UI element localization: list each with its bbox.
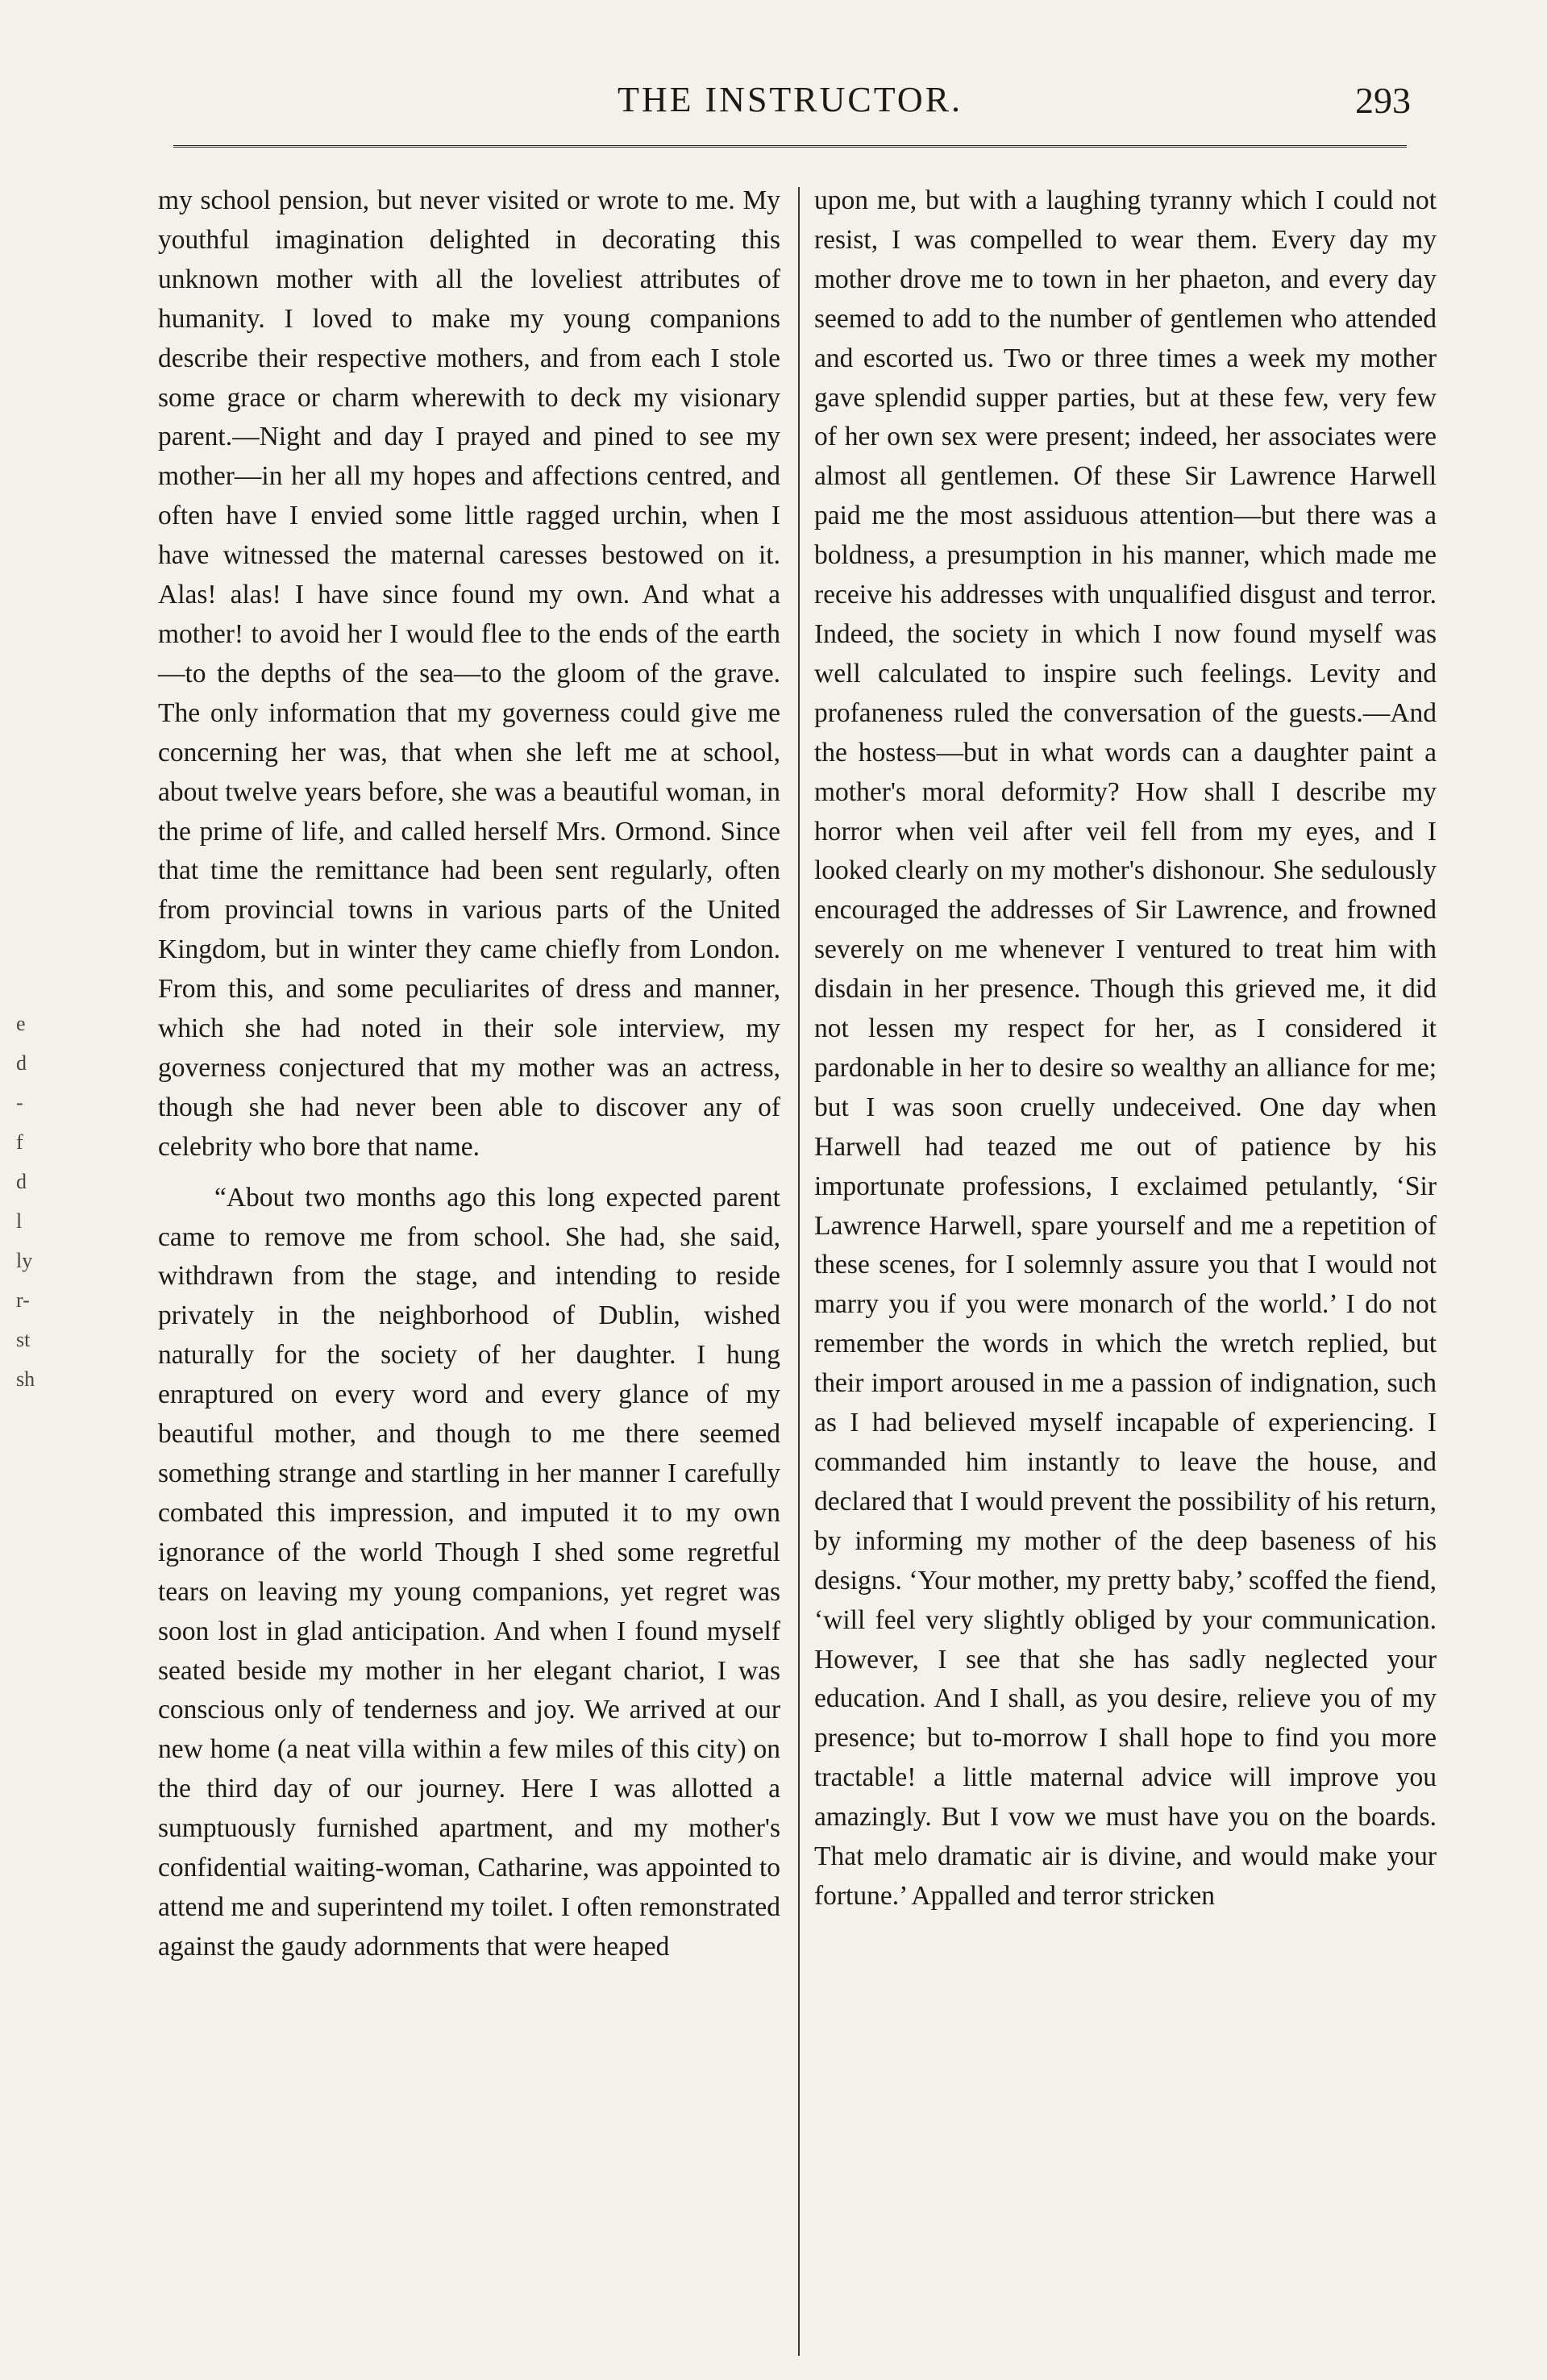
margin-fragment: - <box>16 1091 23 1114</box>
paragraph: upon me, but with a laughing tyranny which I could not resist, I was compelled to wear them. Every day my mother drove me to town in her phaeton, and every day seemed to add to the number of gentlemen who attended and escorted us. Two or three times a week my mother gave splendid supper parties, but at these few, very few of her own sex were present; indeed, her associates were almost all gentlemen. Of these Sir Lawrence Harwell paid me the most assiduous attention—but there was a boldness, a presumption in his manner, which made me receive his addresses with unqualified disgust and terror. Indeed, the society in which I now found myself was well calculated to inspire such feelings. Levity and profaneness ruled the conversation of the guests.—And the hostess—but in what words can a daughter paint a mother's moral deformity? How shall I describe my horror when veil after veil fell from my eyes, and I looked clearly on my mother's dishonour. She sedulously encouraged the addresses of Sir Lawrence, and frowned severely on me whenever I ventured to treat him with disdain in her presence. Though this grieved me, it did not lessen my respect for her, as I considered it pardonable in her to desire so wealthy an alliance for me; but I was soon cruelly undeceived. One day when Harwell had teazed me out of patience by his importunate professions, I exclaimed petulantly, ‘Sir Lawrence Harwell, spare yourself and me a repetition of these scenes, for I solemnly assure you that I would not marry you if you were monarch of the world.’ I do not remember the words in which the wretch replied, but their import aroused in me a passion of indignation, such as I had believed myself incapable of experiencing. I commanded him instantly to leave the house, and declared that I would prevent the possibility of his return, by informing my mother of the deep baseness of his designs. ‘Your mother, my pretty baby,’ scoffed the fiend, ‘will feel very slightly obliged by your communication. However, I see that she has sadly neglected your education. And I shall, as you desire, relieve you of my presence; but to-morrow I shall hope to find you more tractable! a little maternal advice will improve you amazingly. But I vow we must have you on the boards. That melo dramatic air is divine, and would make your fortune.’ Appalled and terror stricken <box>814 185 1437 1911</box>
page-header <box>161 79 1419 135</box>
margin-fragment: st <box>16 1328 31 1351</box>
paragraph: “About two months ago this long expected parent came to remove me from school. She had, she said, withdrawn from the stage, and intending to reside privately in the neighborhood of Dublin, wished naturally for the society of her daughter. I hung enraptured on every word and every glance of my beautiful mother, and though to me there seemed something strange and startling in her manner I carefully combated this impression, and imputed it to my own ignorance of the world Though I shed some regretful tears on leaving my young companions, yet regret was soon lost in glad anticipation. And when I found myself seated beside my mother in her elegant chariot, I was conscious only of tenderness and joy. We arrived at our new home (a neat villa within a few miles of this city) on the third day of our journey. Here I was allotted a sumptuously furnished apartment, and my mother's confidential waiting-woman, Catharine, was appointed to attend me and superintend my toilet. I often remonstrated against the gaudy adornments that were heaped <box>158 1182 780 1962</box>
margin-fragment: l <box>16 1209 23 1233</box>
page-number: 293 <box>1355 80 1411 121</box>
left-column <box>158 181 780 1967</box>
margin-fragment: ly <box>16 1249 33 1272</box>
margin-fragments <box>16 1004 40 1399</box>
running-title: THE INSTRUCTOR. <box>618 80 963 119</box>
margin-fragment: d <box>16 1170 27 1193</box>
margin-fragment: e <box>16 1012 26 1035</box>
margin-fragment: f <box>16 1130 23 1154</box>
header-rule <box>173 145 1407 148</box>
column-divider <box>798 187 800 2356</box>
right-column <box>814 181 1437 1916</box>
paragraph: my school pension, but never visited or wrote to me. My youthful imagination delighted in decorating this unknown mother with all the loveliest attributes of humanity. I loved to make my young companions describe their respective mothers, and from each I stole some grace or charm wherewith to deck my visionary parent.—Night and day I prayed and pined to see my mother—in her all my hopes and affections centred, and often have I envied some little ragged urchin, when I have witnessed the maternal caresses bestowed on it. Alas! alas! I have since found my own. And what a mother! to avoid her I would flee to the ends of the earth—to the depths of the sea—to the gloom of the grave. The only information that my governess could give me concerning her was, that when she left me at school, about twelve years before, she was a beautiful woman, in the prime of life, and called herself Mrs. Ormond. Since that time the remittance had been sent regularly, often from provincial towns in various parts of the United Kingdom, but in winter they came chiefly from London. From this, and some peculiarites of dress and manner, which she had noted in their sole interview, my governess conjectured that my mother was an actress, though she had never been able to discover any of celebrity who bore that name. <box>158 185 780 1162</box>
margin-fragment: d <box>16 1051 27 1075</box>
margin-fragment: sh <box>16 1367 35 1391</box>
margin-fragment: r- <box>16 1288 30 1312</box>
